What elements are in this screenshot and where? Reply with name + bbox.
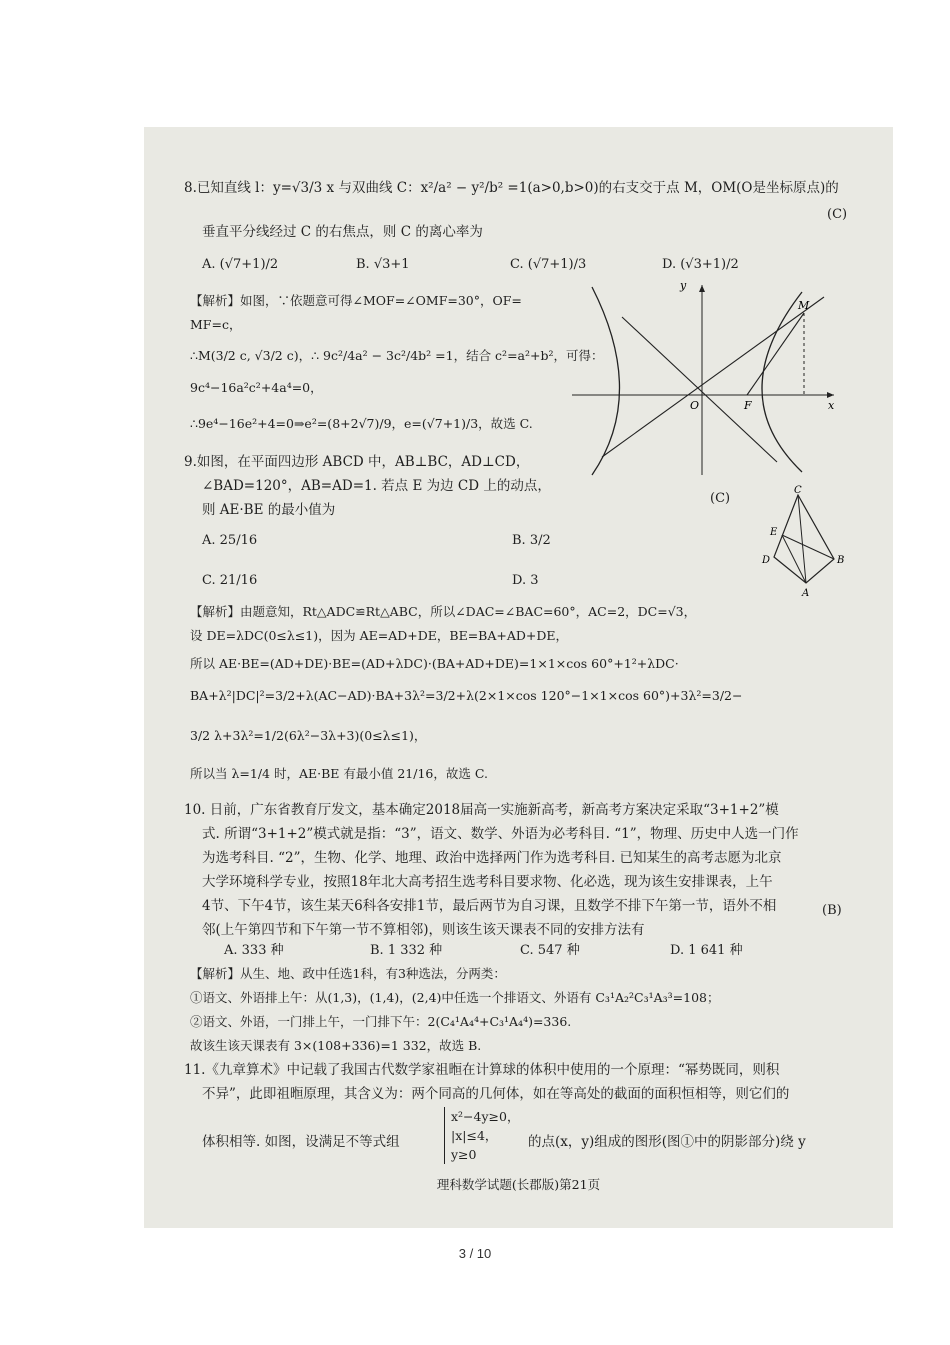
q9-option-b: B. 3/2 xyxy=(512,533,551,548)
q8-hyperbola-figure xyxy=(572,277,842,477)
q10-option-c: C. 547 种 xyxy=(520,943,580,958)
q8-stem-line2: 垂直平分线经过 C 的右焦点，则 C 的离心率为 xyxy=(202,224,483,240)
q8-solution-line5: ∴9e⁴−16e²+4=0⇒e²=(8+2√7)/9，e=(√7+1)/3，故选 C. xyxy=(190,416,533,431)
q11-system-row2: |x|≤4， xyxy=(451,1128,498,1143)
q8-option-b: B. √3+1 xyxy=(356,257,410,272)
q9-option-d: D. 3 xyxy=(512,573,539,588)
y-label: y xyxy=(680,279,687,292)
q11-stem-line1: 11.《九章算术》中记载了我国古代数学家祖暅在计算球的体积中使用的一个原理：“幂势既同，则积 xyxy=(184,1062,780,1078)
q11-inequality-system xyxy=(444,1107,519,1164)
vertex-a-label: A xyxy=(802,588,810,599)
q11-system-row3: y≥0 xyxy=(451,1147,477,1162)
q10-solution-line3: ②语文、外语，一门排上午，一门排下午：2(C₄¹A₄⁴+C₃¹A₄⁴)=336. xyxy=(190,1014,572,1029)
q11-stem-line3a: 体积相等. 如图，设满足不等式组 xyxy=(202,1134,400,1150)
q10-solution-line2: ①语文、外语排上午：从(1,3)，(1,4)，(2,4)中任选一个排语文、外语有 C₃¹A₂²C₃¹A₃³=108； xyxy=(190,990,720,1005)
q10-stem-line4: 大学环境科学专业，按照18年北大高考招生选考科目要求物、化必选，现为该生安排课表，上午 xyxy=(202,874,773,890)
q9-stem-line1: 9.如图，在平面四边形 ABCD 中，AB⊥BC，AD⊥CD， xyxy=(184,454,530,470)
q8-option-a: A. (√7+1)/2 xyxy=(202,257,279,272)
vertex-d-label: D xyxy=(762,555,771,566)
q8-answer: (C) xyxy=(827,207,848,222)
q10-stem-line6: 邻(上午第四节和下午第一节不算相邻)，则该生该天课表不同的安排方法有 xyxy=(202,922,645,938)
scanned-page xyxy=(144,127,893,1228)
q9-option-c: C. 21/16 xyxy=(202,573,258,588)
q9-stem-line2: ∠BAD=120°，AB=AD=1. 若点 E 为边 CD 上的动点， xyxy=(202,478,551,494)
vertex-b-label: B xyxy=(837,555,845,566)
q8-solution-line3: ∴M(3/2 c, √3/2 c)，∴ 9c²/4a² − 3c²/4b² =1，结合 c²=a²+b²，可得： xyxy=(190,348,604,363)
q9-solution-line5: 3/2 λ+3λ²=1/2(6λ²−3λ+3)(0≤λ≤1)， xyxy=(190,728,427,743)
q9-option-a: A. 25/16 xyxy=(202,533,258,548)
q11-stem-line3b: 的点(x，y)组成的图形(图①中的阴影部分)绕 y xyxy=(528,1134,806,1150)
q11-system-row1: x²−4y≥0， xyxy=(451,1109,520,1124)
vertex-e-label: E xyxy=(770,527,778,538)
q9-solution-line2: 设 DE=λDC(0≤λ≤1)，因为 AE=AD+DE，BE=BA+AD+DE， xyxy=(190,628,569,643)
q10-option-a: A. 333 种 xyxy=(224,943,284,958)
q9-solution-line1: 【解析】由题意知，Rt△ADC≌Rt△ABC，所以∠DAC=∠BAC=60°，AC=2，DC=√3， xyxy=(190,604,697,619)
segment-be xyxy=(782,535,834,559)
vertex-c-label: C xyxy=(794,485,802,496)
q10-stem-line2: 式. 所谓“3+1+2”模式就是指：“3”，语文、数学、外语为必考科目. “1”，物理、历史中人选一门作 xyxy=(202,826,799,842)
line-l xyxy=(602,297,824,457)
segment-mf xyxy=(747,313,804,395)
q10-solution-line1: 【解析】从生、地、政中任选1科，有3种选法，分两类： xyxy=(190,966,506,981)
q8-solution-line1: 【解析】如图，∵依题意可得∠MOF=∠OMF=30°，OF= xyxy=(190,293,522,308)
page-footer: 理科数学试题(长郡版)第21页 xyxy=(436,1177,601,1192)
q10-option-b: B. 1 332 种 xyxy=(370,943,443,958)
quad-abcd xyxy=(774,495,834,583)
q8-option-c: C. (√7+1)/3 xyxy=(510,257,587,272)
q8-solution-line2: MF=c， xyxy=(190,317,242,332)
q9-quadrilateral-figure xyxy=(752,483,852,603)
q9-solution-line4: BA+λ²|DC|²=3/2+λ(AC−AD)·BA+3λ²=3/2+λ(2×1×cos 120°−1×1×cos 60°)+3λ²=3/2− xyxy=(190,688,743,703)
q11-stem-line2: 不异”，此即祖暅原理，其含义为：两个同高的几何体，如在等高处的截面的面积恒相等，则它们的 xyxy=(202,1086,790,1102)
right-branch xyxy=(762,292,802,472)
q9-solution-line6: 所以当 λ=1/4 时，AE·BE 有最小值 21/16，故选 C. xyxy=(190,766,488,781)
q9-stem-line3: 则 AE·BE 的最小值为 xyxy=(202,502,336,518)
q9-answer: (C) xyxy=(710,491,731,506)
q10-answer: (B) xyxy=(822,903,842,918)
point-m-label: M xyxy=(798,299,810,312)
focus-label: F xyxy=(744,399,752,412)
q10-stem-line1: 10. 日前，广东省教育厅发文，基本确定2018届高一实施新高考，新高考方案决定采取“3+1+2”模 xyxy=(184,802,779,818)
page-counter: 3 / 10 xyxy=(458,1246,492,1261)
q8-stem-line1: 8.已知直线 l：y=√3/3 x 与双曲线 C：x²/a² − y²/b² =1(a>0,b>0)的右支交于点 M，OM(O是坐标原点)的 xyxy=(184,180,839,196)
q10-stem-line5: 4节、下午4节，该生某天6科各安排1节，最后两节为自习课，且数学不排下午第一节，语外不相 xyxy=(202,898,777,914)
q10-option-d: D. 1 641 种 xyxy=(670,943,743,958)
x-label: x xyxy=(828,399,835,412)
perpendicular-bisector xyxy=(622,317,777,462)
origin-label: O xyxy=(690,399,700,412)
q8-solution-line4: 9c⁴−16a²c²+4a⁴=0， xyxy=(190,380,323,395)
q8-option-d: D. (√3+1)/2 xyxy=(662,257,739,272)
q9-solution-line3: 所以 AE·BE=(AD+DE)·BE=(AD+λDC)·(BA+AD+DE)=1×1×cos 60°+1²+λDC· xyxy=(190,656,679,671)
q10-stem-line3: 为选考科目. “2”，生物、化学、地理、政治中选择两门作为选考科目. 已知某生的高考志愿为北京 xyxy=(202,850,782,866)
q10-solution-line4: 故该生该天课表有 3×(108+336)=1 332，故选 B. xyxy=(190,1038,482,1053)
